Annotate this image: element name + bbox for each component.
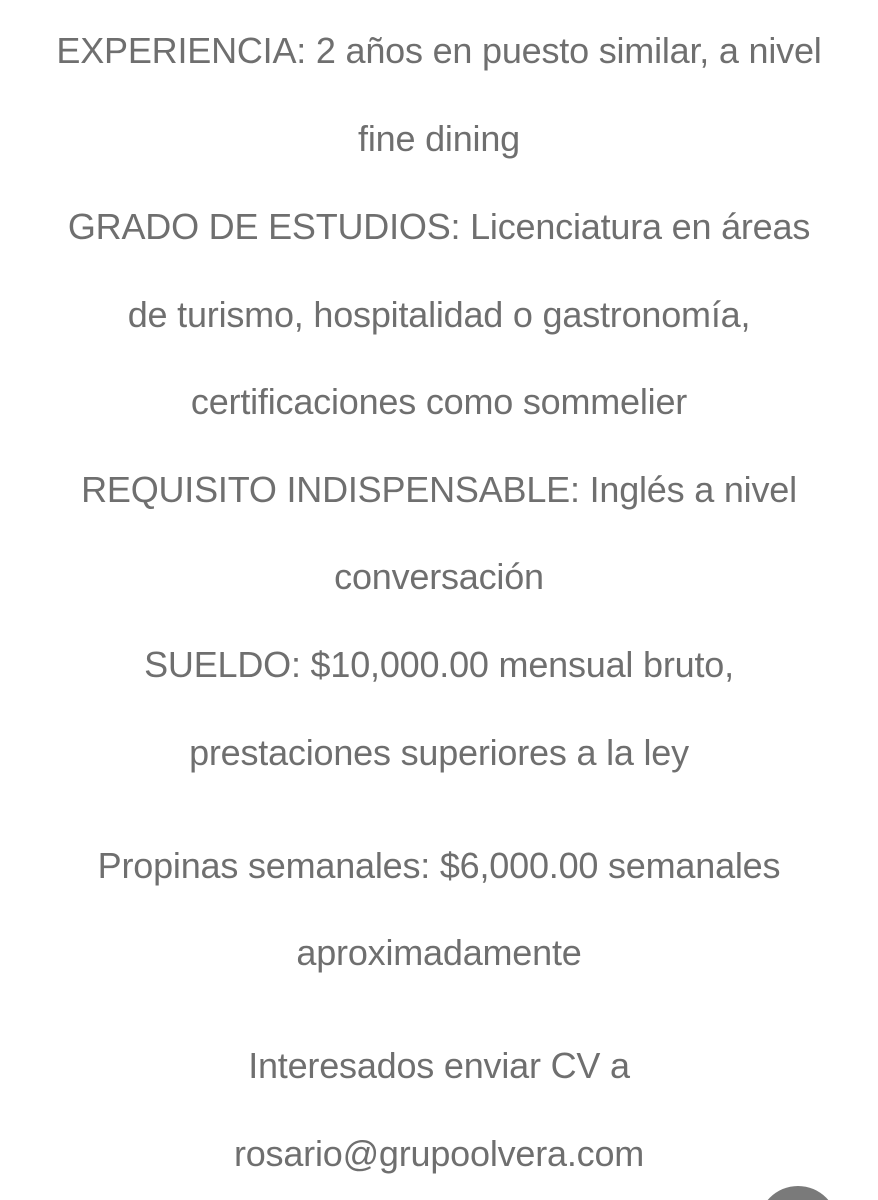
experience-line-1: EXPERIENCIA: 2 años en puesto similar, a nivel	[56, 30, 822, 71]
education-line-2: de turismo, hospitalidad o gastronomía,	[127, 294, 751, 335]
education-line-1: GRADO DE ESTUDIOS: Licenciatura en áreas	[67, 206, 811, 247]
scroll-to-top-button[interactable]	[758, 1186, 838, 1200]
salary-line-2: prestaciones superiores a la ley	[189, 732, 689, 773]
education-line-3: certificaciones como sommelier	[190, 381, 688, 422]
tips-line-2: aproximadamente	[296, 932, 582, 973]
contact-email-link[interactable]: rosario@grupoolvera.com	[233, 1133, 645, 1174]
experience-line-2: fine dining	[358, 118, 520, 159]
requirement-line-2: conversación	[334, 556, 544, 597]
contact-line: Interesados enviar CV a	[248, 1045, 630, 1086]
tips-line-1: Propinas semanales: $6,000.00 semanales	[97, 845, 781, 886]
salary-line-1: SUELDO: $10,000.00 mensual bruto,	[144, 644, 734, 685]
requirement-line-1: REQUISITO INDISPENSABLE: Inglés a nivel	[81, 469, 797, 510]
